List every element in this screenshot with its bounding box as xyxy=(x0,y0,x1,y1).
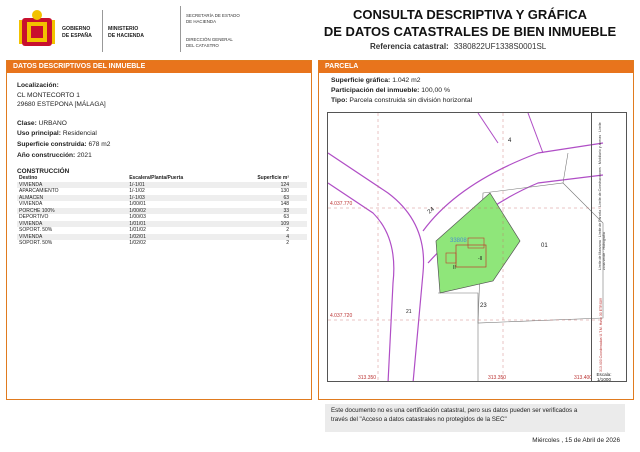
table-row: VIVIENDA 1/-1/01 124 xyxy=(17,182,307,189)
coord-label: 313.350 xyxy=(358,375,377,381)
address-line-1: CL MONTECORTO 1 xyxy=(17,92,80,99)
secretaria-label: SECRETARÍA DE ESTADO DE HACIENDA xyxy=(186,13,240,24)
spain-coat-of-arms-icon xyxy=(18,8,56,52)
uso-row: Uso principal: Residencial xyxy=(17,130,97,137)
parcel-label: II xyxy=(453,265,456,271)
direccion-label: DIRECCIÓN GENERAL DEL CATASTRO xyxy=(186,37,233,48)
coord-label: 313.400 xyxy=(574,375,593,381)
table-header-row: Destino Escalera/Planta/Puerta Superficie m² xyxy=(19,175,289,182)
parcela-section-title: PARCELA xyxy=(319,61,633,73)
parcel-label: 01 xyxy=(541,243,548,249)
superficie-grafica-row: Superficie gráfica: 1.042 m2 xyxy=(331,77,421,84)
table-row: VIVIENDA 1/02/01 4 xyxy=(17,234,307,241)
localizacion-label: Localización: xyxy=(17,82,59,89)
ministerio-label: MINISTERIO DE HACIENDA xyxy=(108,26,145,39)
participacion-row: Participación del inmueble: 100,00 % xyxy=(331,87,451,94)
clase-row: Clase: URBANO xyxy=(17,120,67,127)
address-line-2: 29680 ESTEPONA [MÁLAGA] xyxy=(17,101,106,108)
table-row: SOPORT. 50% 1/02/02 2 xyxy=(19,240,289,247)
page-subtitle: DE DATOS CATASTRALES DE BIEN INMUEBLE xyxy=(323,24,617,39)
legend-labels: Límite de Manzana · Límite de Parcela · Límite de Construcciones · Mobiliario y aceras · Límite zona verde · Hidrografía xyxy=(598,122,606,270)
parcel-label: 24 xyxy=(426,206,436,216)
inmueble-panel xyxy=(6,60,312,400)
parcela-panel xyxy=(318,60,634,400)
utm-label: 313.400 Coordenadas U.T.M. Huso 30 ETRS89 xyxy=(599,298,603,372)
table-row: VIVIENDA 1/00/01 148 xyxy=(19,201,289,208)
page-title: CONSULTA DESCRIPTIVA Y GRÁFICA xyxy=(352,7,587,22)
document-date: Miércoles , 15 de Abril de 2026 xyxy=(532,437,620,444)
cadastral-map[interactable] xyxy=(327,112,627,382)
coord-label: 4.037.720 xyxy=(330,313,353,319)
map-drawing xyxy=(328,113,627,382)
coord-label: 4.037.770 xyxy=(330,201,353,207)
parcel-label: 21 xyxy=(406,309,412,315)
parcel-label: 33808 xyxy=(450,238,467,244)
table-row: ALMACEN 1/-1/03 63 xyxy=(17,195,307,202)
table-row: VIVIENDA 1/01/01 109 xyxy=(17,221,307,228)
table-row: APARCAMIENTO 1/-1/02 130 xyxy=(19,188,289,195)
parcel-label: 23 xyxy=(480,303,487,309)
superficie-row: Superficie construida: 678 m2 xyxy=(17,141,111,148)
parcel-label: -II xyxy=(478,256,483,262)
document-header xyxy=(0,0,640,58)
anio-row: Año construcción: 2021 xyxy=(17,152,92,159)
table-row: DEPORTIVO 1/00/03 63 xyxy=(19,214,289,221)
disclaimer-notice: Este documento no es una certificación catastral, pero sus datos pueden ser verificados a través del "Acceso a datos catastrales no protegidos de la SEC" xyxy=(325,404,625,432)
table-row: PORCHE 100% 1/00/02 33 xyxy=(17,208,307,215)
referencia-catastral: Referencia catastral: 3380822UF1338S0001SL xyxy=(370,42,547,51)
map-legend xyxy=(591,112,617,382)
tipo-row: Tipo: Parcela construida sin división horizontal xyxy=(331,97,473,104)
gobierno-label: GOBIERNO DE ESPAÑA xyxy=(62,26,92,39)
escala-box: Escala: 1/1000 xyxy=(596,372,612,382)
coord-label: 313.350 xyxy=(488,375,507,381)
parcel-label: 4 xyxy=(508,138,512,144)
construccion-table xyxy=(17,175,307,247)
table-row: SOPORT. 50% 1/01/02 2 xyxy=(19,227,289,234)
construccion-title: CONSTRUCCIÓN xyxy=(17,168,70,175)
inmueble-section-title: DATOS DESCRIPTIVOS DEL INMUEBLE xyxy=(7,61,311,73)
